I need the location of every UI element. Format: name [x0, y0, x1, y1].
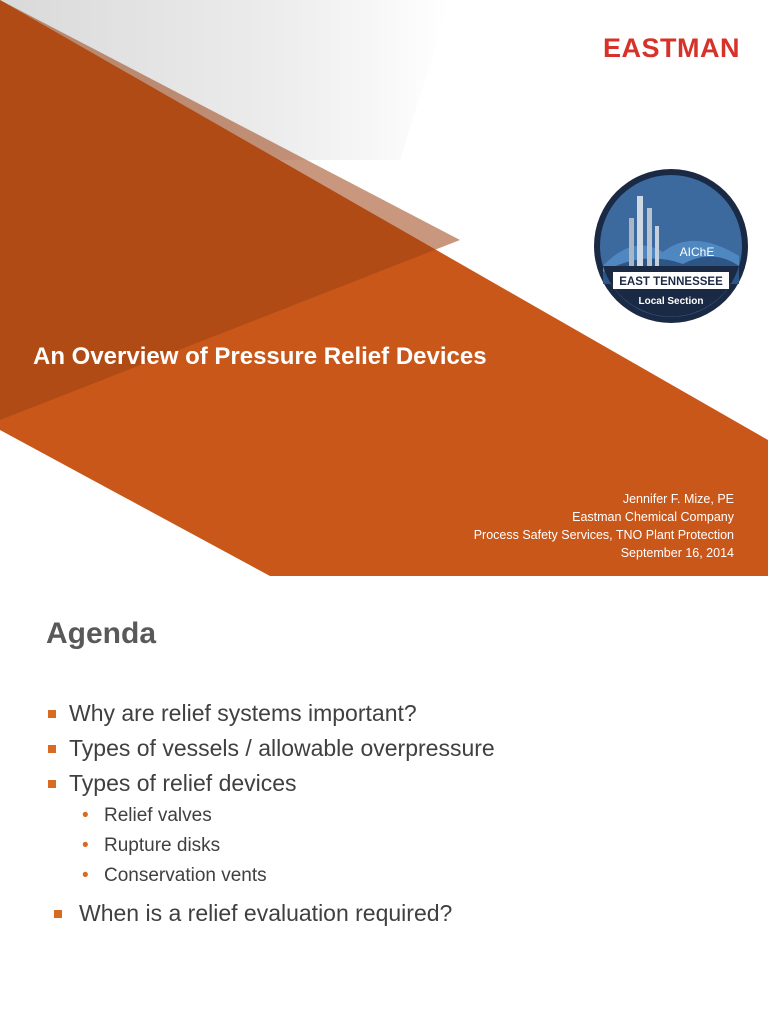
square-bullet-icon	[54, 910, 62, 918]
agenda-item-text: When is a relief evaluation required?	[79, 900, 453, 926]
agenda-item	[46, 896, 746, 931]
presenter-company: Eastman Chemical Company	[572, 510, 734, 524]
agenda-item-text: Types of relief devices	[69, 770, 297, 796]
square-bullet-icon	[48, 745, 56, 753]
agenda-item	[46, 696, 746, 731]
agenda-subitem-text: Relief valves	[104, 805, 212, 826]
agenda-subitem	[46, 801, 746, 831]
presenter-department: Process Safety Services, TNO Plant Protection	[473, 528, 734, 542]
presenter-date: September 16, 2014	[620, 546, 734, 560]
agenda-item-text: Why are relief systems important?	[69, 700, 417, 726]
agenda-subitem	[46, 861, 746, 891]
square-bullet-icon	[48, 780, 56, 788]
agenda-subitem	[46, 831, 746, 861]
agenda-subitem-text: Rupture disks	[104, 835, 221, 856]
slide-title: An Overview of Pressure Relief Devices	[33, 343, 487, 370]
square-bullet-icon	[48, 710, 56, 718]
agenda-heading: Agenda	[46, 617, 157, 650]
round-bullet-icon: •	[82, 865, 89, 886]
agenda-slide	[0, 576, 768, 1024]
agenda-item-text: Types of vessels / allowable overpressure	[69, 735, 495, 761]
agenda-item	[46, 731, 746, 766]
round-bullet-icon: •	[82, 835, 89, 856]
badge-line2: Local Section	[638, 296, 704, 307]
badge-line1: EAST TENNESSEE	[619, 276, 723, 288]
agenda-list	[46, 696, 746, 931]
aiche-badge-icon	[593, 168, 749, 324]
agenda-subitem-text: Conservation vents	[104, 865, 267, 886]
presenter-name: Jennifer F. Mize, PE	[622, 492, 734, 506]
badge-org: AIChE	[679, 245, 715, 259]
round-bullet-icon: •	[82, 805, 89, 826]
presenter-block	[474, 490, 734, 562]
eastman-logo: EASTMAN	[603, 33, 740, 63]
agenda-item	[46, 766, 746, 801]
